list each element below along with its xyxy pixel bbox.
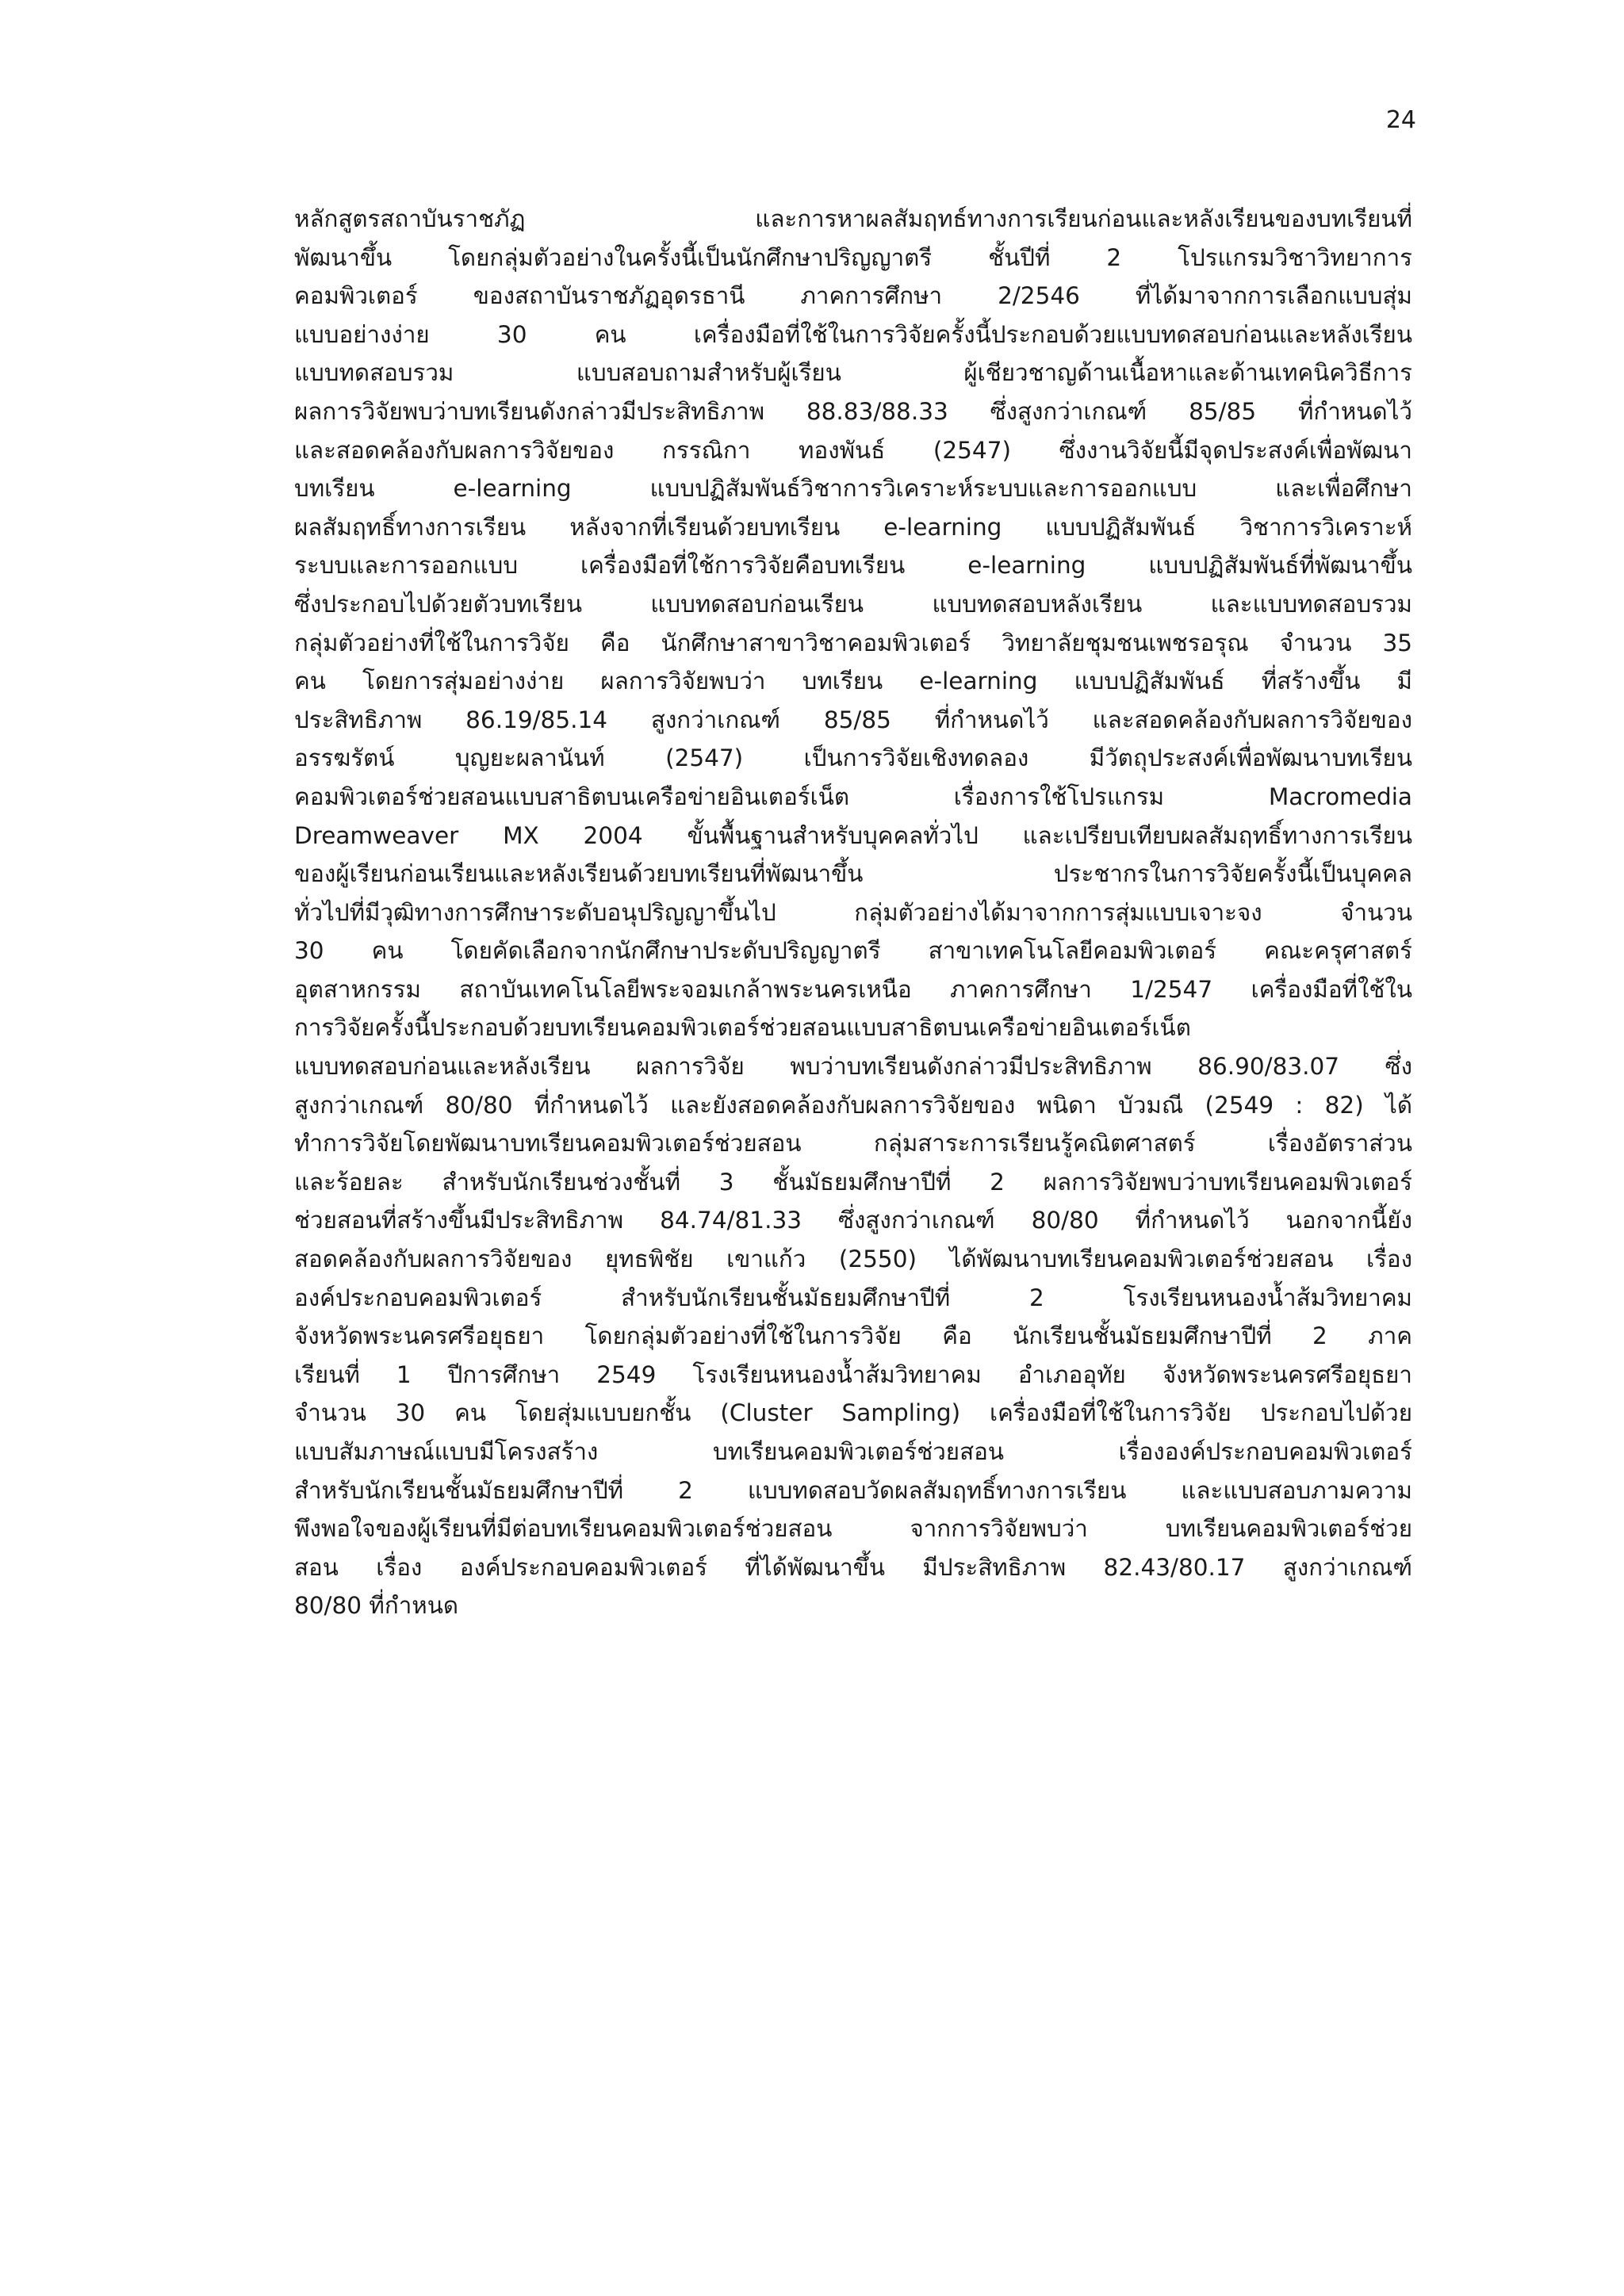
text-line: พัฒนาขึ้น โดยกลุ่มตัวอย่างในครั้งนี้เป็นนักศึกษาปริญญาตรี ชั้นปีที่ 2 โปรแกรมวิชาวิทยาการ (294, 243, 1412, 271)
text-line: สอน เรื่อง องค์ประกอบคอมพิวเตอร์ ที่ได้พัฒนาขึ้น มีประสิทธิภาพ 82.43/80.17 สูงกว่าเกณฑ์ (294, 1553, 1412, 1581)
text-line: ทำการวิจัยโดยพัฒนาบทเรียนคอมพิวเตอร์ช่วยสอน กลุ่มสาระการเรียนรู้คณิตศาสตร์ เรื่องอัตราส่วน (294, 1130, 1412, 1158)
text-line: ทั่วไปที่มีวุฒิทางการศึกษาระดับอนุปริญญาขึ้นไป กลุ่มตัวอย่างได้มาจากการสุ่มแบบเจาะจง จำนวน (294, 898, 1412, 926)
text-line: 80/80 ที่กำหนด (294, 1592, 459, 1620)
text-line: การวิจัยครั้งนี้ประกอบด้วยบทเรียนคอมพิวเตอร์ช่วยสอนแบบสาธิตบนเครือข่ายอินเตอร์เน็ต (294, 1014, 1191, 1042)
text-line: แบบอย่างง่าย 30 คน เครื่องมือที่ใช้ในการวิจัยครั้งนี้ประกอบด้วยแบบทดสอบก่อนและหลังเรียน (294, 320, 1412, 348)
text-line: จังหวัดพระนครศรีอยุธยา โดยกลุ่มตัวอย่างที่ใช้ในการวิจัย คือ นักเรียนชั้นมัธยมศึกษาปีที่ 2 ภาค (294, 1322, 1412, 1350)
text-line: คอมพิวเตอร์ ของสถาบันราชภัฏอุดรธานี ภาคการศึกษา 2/2546 ที่ได้มาจากการเลือกแบบสุ่ม (294, 282, 1412, 310)
text-line: หลักสูตรสถาบันราชภัฏ และการหาผลสัมฤทธ์ทางการเรียนก่อนและหลังเรียนของบทเรียนที่ (294, 205, 1412, 232)
text-line: Dreamweaver MX 2004 ขั้นพื้นฐานสำหรับบุคคลทั่วไป และเปรียบเทียบผลสัมฤทธิ์ทางการเรียน (294, 821, 1412, 849)
text-line: คน โดยการสุ่มอย่างง่าย ผลการวิจัยพบว่า บทเรียน e-learning แบบปฏิสัมพันธ์ ที่สร้างขึ้น มี (294, 668, 1412, 695)
text-line: อรรฆรัตน์ บุญยะผลานันท์ (2547) เป็นการวิจัยเชิงทดลอง มีวัตถุประสงค์เพื่อพัฒนาบทเรียน (294, 744, 1412, 772)
text-line: สอดคล้องกับผลการวิจัยของ ยุทธพิชัย เขาแก้ว (2550) ได้พัฒนาบทเรียนคอมพิวเตอร์ช่วยสอน เรื่อง (294, 1246, 1412, 1273)
text-line: พึงพอใจของผู้เรียนที่มีต่อบทเรียนคอมพิวเตอร์ช่วยสอน จากการวิจัยพบว่า บทเรียนคอมพิวเตอร์ช่วย (294, 1515, 1412, 1543)
text-line: สำหรับนักเรียนชั้นมัธยมศึกษาปีที่ 2 แบบทดสอบวัดผลสัมฤทธิ์ทางการเรียน และแบบสอบภามความ (294, 1476, 1412, 1504)
text-line: ผลสัมฤทธิ์ทางการเรียน หลังจากที่เรียนด้วยบทเรียน e-learning แบบปฏิสัมพันธ์ วิชาการวิเคราะห์ (294, 513, 1412, 541)
text-line: เรียนที่ 1 ปีการศึกษา 2549 โรงเรียนหนองน้ำส้มวิทยาคม อำเภออุทัย จังหวัดพระนครศรีอยุธยา (294, 1360, 1412, 1388)
text-line: ช่วยสอนที่สร้างขึ้นมีประสิทธิภาพ 84.74/81.33 ซึ่งสูงกว่าเกณฑ์ 80/80 ที่กำหนดไว้ นอกจากนี้ยัง (294, 1207, 1412, 1234)
page-number: 24 (1385, 106, 1416, 134)
text-line: บทเรียน e-learning แบบปฏิสัมพันธ์วิชาการวิเคราะห์ระบบและการออกแบบ และเพื่อศึกษา (294, 475, 1412, 503)
text-line: จำนวน 30 คน โดยสุ่มแบบยกชั้น (Cluster Sampling) เครื่องมือที่ใช้ในการวิจัย ประกอบไปด้วย (294, 1399, 1412, 1427)
text-line: ซึ่งประกอบไปด้วยตัวบทเรียน แบบทดสอบก่อนเรียน แบบทดสอบหลังเรียน และแบบทดสอบรวม (294, 590, 1412, 618)
text-line: แบบทดสอบก่อนและหลังเรียน ผลการวิจัย พบว่าบทเรียนดังกล่าวมีประสิทธิภาพ 86.90/83.07 ซึ่ง (294, 1053, 1412, 1081)
text-line: ประสิทธิภาพ 86.19/85.14 สูงกว่าเกณฑ์ 85/85 ที่กำหนดไว้ และสอดคล้องกับผลการวิจัยของ (294, 706, 1412, 733)
text-line: และร้อยละ สำหรับนักเรียนช่วงชั้นที่ 3 ชั้นมัธยมศึกษาปีที่ 2 ผลการวิจัยพบว่าบทเรียนคอมพิวเตอร์ (294, 1168, 1412, 1196)
text-line: อุตสาหกรรม สถาบันเทคโนโลยีพระจอมเกล้าพระนครเหนือ ภาคการศึกษา 1/2547 เครื่องมือที่ใช้ใน (294, 975, 1412, 1003)
text-line: องค์ประกอบคอมพิวเตอร์ สำหรับนักเรียนชั้นมัธยมศึกษาปีที่ 2 โรงเรียนหนองน้ำส้มวิทยาคม (294, 1284, 1412, 1311)
text-line: แบบสัมภาษณ์แบบมีโครงสร้าง บทเรียนคอมพิวเตอร์ช่วยสอน เรื่ององค์ประกอบคอมพิวเตอร์ (294, 1438, 1412, 1465)
text-line: กลุ่มตัวอย่างที่ใช้ในการวิจัย คือ นักศึกษาสาขาวิชาคอมพิวเตอร์ วิทยาลัยชุมชนเพชรอรุณ จำนวน 35 (294, 629, 1412, 656)
text-line: สูงกว่าเกณฑ์ 80/80 ที่กำหนดไว้ และยังสอดคล้องกับผลการวิจัยของ พนิดา บัวมณี (2549 : 82) ได้ (294, 1091, 1412, 1119)
text-line: 30 คน โดยคัดเลือกจากนักศึกษาประดับปริญญาตรี สาขาเทคโนโลยีคอมพิวเตอร์ คณะครุศาสตร์ (294, 937, 1412, 965)
text-line: คอมพิวเตอร์ช่วยสอนแบบสาธิตบนเครือข่ายอินเตอร์เน็ต เรื่องการใช้โปรแกรม Macromedia (294, 783, 1412, 810)
body-paragraph (294, 200, 1412, 1625)
text-line: แบบทดสอบรวม แบบสอบถามสำหรับผู้เรียน ผู้เชียวชาญด้านเนื้อหาและด้านเทคนิควิธีการ (294, 359, 1412, 387)
text-line: ของผู้เรียนก่อนเรียนและหลังเรียนด้วยบทเรียนที่พัฒนาขึ้น ประชากรในการวิจัยครั้งนี้เป็นบุคคล (294, 860, 1412, 888)
text-line: และสอดคล้องกับผลการวิจัยของ กรรณิกา ทองพันธ์ (2547) ซึ่งงานวิจัยนี้มีจุดประสงค์เพื่อพัฒนา (294, 436, 1412, 464)
text-line: ผลการวิจัยพบว่าบทเรียนดังกล่าวมีประสิทธิภาพ 88.83/88.33 ซึ่งสูงกว่าเกณฑ์ 85/85 ที่กำหนดไว้ (294, 397, 1412, 425)
text-line: ระบบและการออกแบบ เครื่องมือที่ใช้การวิจัยคือบทเรียน e-learning แบบปฏิสัมพันธ์ที่พัฒนาขึ้น (294, 552, 1412, 580)
